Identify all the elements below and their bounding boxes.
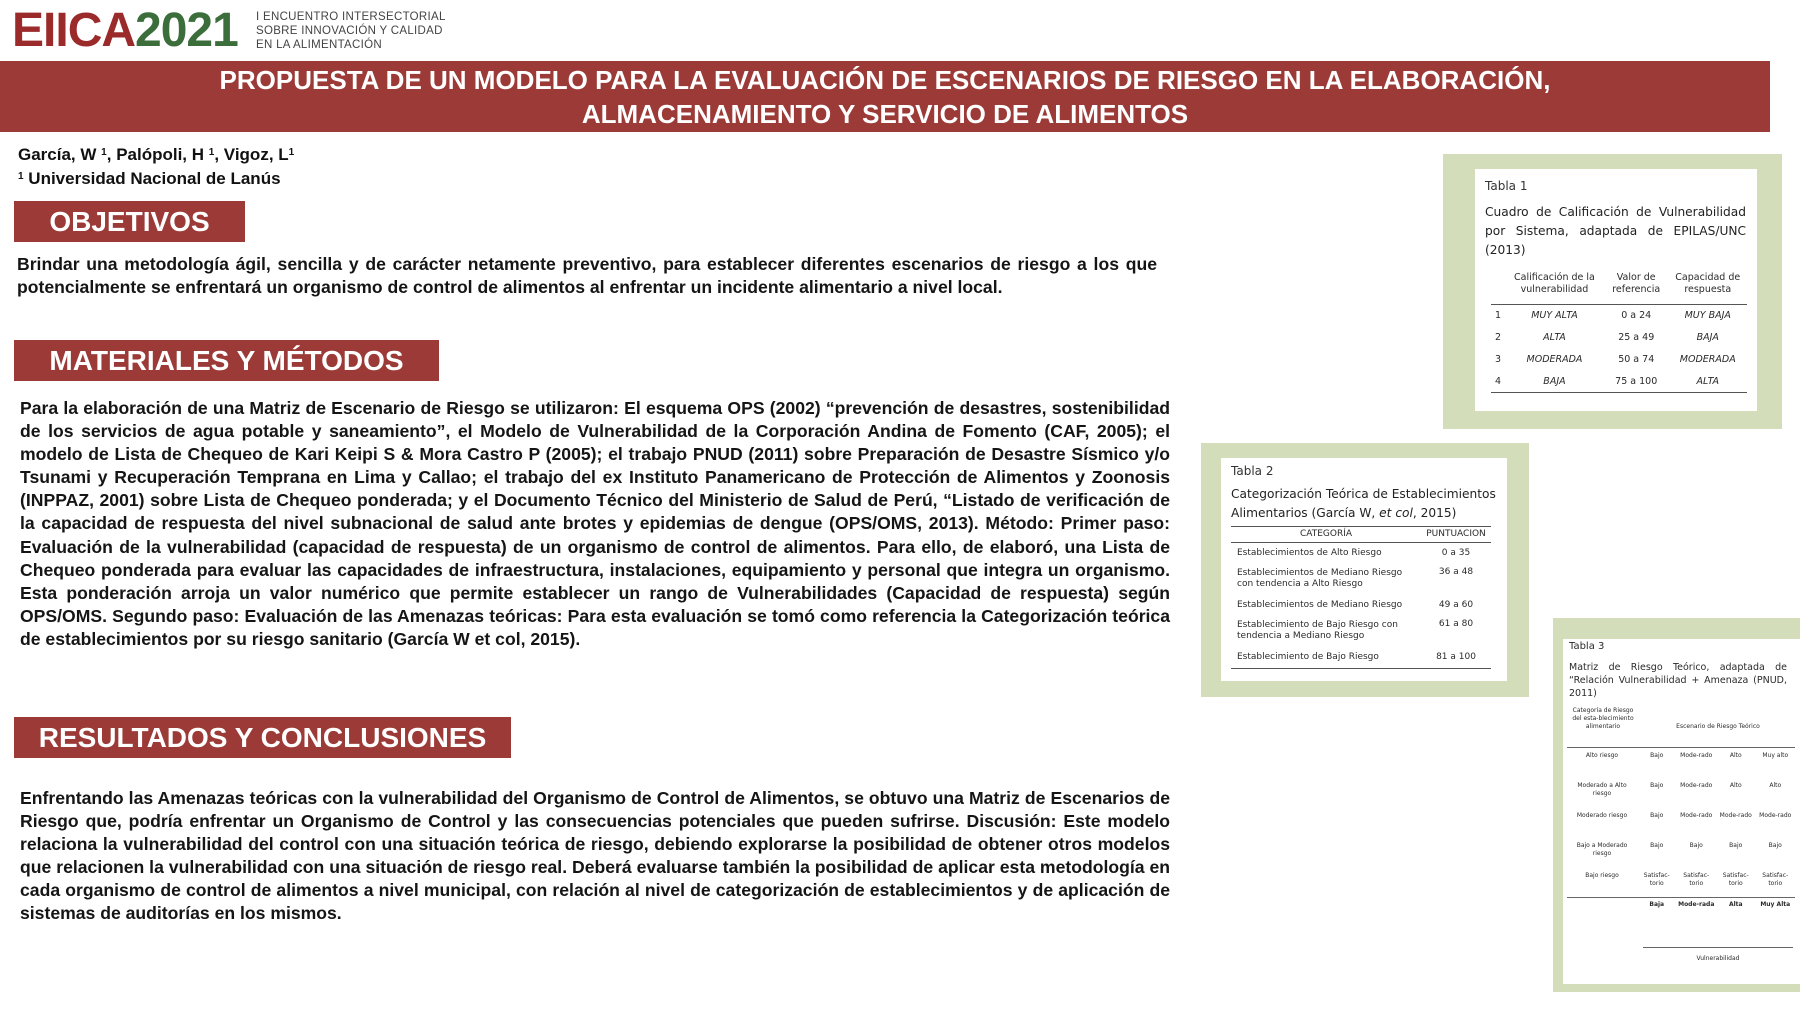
table-cell: 1: [1494, 310, 1502, 322]
logo-sub-line: SOBRE INNOVACIÓN Y CALIDAD: [256, 25, 443, 37]
table-cell: Bajo: [1650, 782, 1664, 789]
tabla3-frame: [1553, 618, 1800, 992]
table-cell: MODERADA: [1526, 354, 1583, 365]
table-cell: Bajo a Moderado riesgo: [1576, 842, 1628, 857]
logo: [12, 2, 238, 60]
tabla1-frame: [1443, 154, 1782, 429]
table-cell: Alto: [1769, 782, 1782, 789]
table-cell: Muy Alta: [1760, 900, 1791, 908]
table-cell: Mode-rado: [1680, 782, 1713, 789]
table-cell: Satisfac-torio: [1762, 872, 1789, 887]
tabla3: [1563, 639, 1800, 984]
table-cell: 49 a 60: [1438, 599, 1474, 610]
table-cell: Bajo: [1650, 812, 1664, 819]
table-cell: Bajo: [1768, 842, 1782, 849]
table-cell: ALTA: [1696, 375, 1720, 387]
table-header: Valor de referencia: [1604, 271, 1669, 305]
table-cell: Establecimiento de Bajo Riesgo con tendencia a Mediano Riesgo: [1237, 619, 1398, 641]
tabla3-vuln-label: Vulnerabilidad: [1696, 955, 1740, 962]
table-cell: Bajo: [1650, 752, 1664, 759]
table-cell: 81 a 100: [1436, 652, 1476, 663]
author: Palópoli, H: [116, 145, 205, 164]
caption-text: Categorización Teórica de Establecimientos Alimentarios (García W,: [1231, 487, 1496, 520]
affiliation-marker: 1: [18, 171, 24, 182]
author-list: [18, 143, 294, 167]
table-cell: [1567, 897, 1637, 921]
section-heading-materiales: MATERIALES Y MÉTODOS: [14, 340, 439, 381]
table-cell: Establecimientos de Mediano Riesgo: [1237, 599, 1403, 610]
logo-year: 2021: [135, 4, 238, 57]
table-cell: Bajo: [1689, 842, 1703, 849]
table-header: PUNTUACION: [1421, 527, 1491, 543]
affiliation-marker: 1: [288, 147, 295, 158]
table-cell: Mode-rado: [1680, 812, 1713, 819]
table-header: Calificación de la vulnerabilidad: [1505, 271, 1604, 305]
affiliation: [18, 167, 294, 191]
authors-block: [18, 143, 294, 191]
affiliation-marker: 1: [101, 147, 107, 158]
table-cell: BAJA: [1543, 375, 1566, 387]
table-cell: Mode-rado: [1719, 812, 1752, 819]
tabla3-label: Tabla 3: [1569, 641, 1605, 652]
table-cell: BAJA: [1696, 332, 1719, 343]
tabla3-col-header: Escenario de Riesgo Teórico: [1676, 723, 1760, 730]
table-cell: Moderado a Alto riesgo: [1577, 782, 1627, 797]
table-cell: 4: [1494, 375, 1502, 387]
table-cell: 0 a 24: [1621, 310, 1652, 322]
tabla2-caption: [1231, 485, 1501, 523]
tabla1: [1475, 169, 1757, 411]
table-cell: Satisfac-torio: [1643, 872, 1670, 887]
table-cell: Mode-rada: [1678, 900, 1715, 908]
table-cell: Establecimiento de Bajo Riesgo: [1237, 652, 1379, 663]
section-heading-objetivos: OBJETIVOS: [14, 201, 245, 242]
table-cell: Baja: [1649, 900, 1665, 908]
table-header: [1491, 271, 1505, 305]
caption-text: , 2015): [1412, 506, 1457, 520]
table-cell: Alta: [1728, 900, 1743, 908]
table-cell: MODERADA: [1679, 354, 1736, 365]
tabla2: [1221, 458, 1507, 681]
caption-italic: et col: [1379, 506, 1413, 520]
author: García, W: [18, 145, 97, 164]
logo-subtitle: [256, 10, 446, 52]
logo-sub-line: I ENCUENTRO INTERSECTORIAL: [256, 11, 446, 23]
tabla2-frame: [1201, 443, 1529, 697]
tabla3-caption: Matriz de Riesgo Teórico, adaptada de “Relación Vulnerabilidad + Amenaza (PNUD, 2011): [1569, 662, 1787, 699]
table-cell: 0 a 35: [1441, 547, 1471, 558]
poster-title: [0, 61, 1770, 132]
table-cell: MUY BAJA: [1684, 310, 1731, 322]
table-cell: Bajo: [1729, 842, 1743, 849]
separator: ,: [214, 145, 220, 164]
table-cell: Bajo: [1650, 842, 1664, 849]
table-cell: Alto: [1729, 782, 1742, 789]
title-line: ALMACENAMIENTO Y SERVICIO DE ALIMENTOS: [581, 98, 1189, 129]
affiliation-name: Universidad Nacional de Lanús: [28, 169, 281, 188]
author: Vigoz, L: [223, 145, 289, 164]
table-cell: Mode-rado: [1680, 752, 1713, 759]
resultados-text: Enfrentando las Amenazas teóricas con la vulnerabilidad del Organismo de Control de Alimentos, se obtuvo una Matriz de Escenarios de Riesgo que, podría enfrentar un Organismo de Control y las consecuencias potenciales que pueden sufrirse. Discusión: Este modelo relaciona la vulnerabilidad del control con una situación teórica de riesgo, debiendo explorarse la posibilidad de obtener otros modelos que relacionen la vulnerabilidad con una situación de riesgo real. Deberá evaluarse también la posibilidad de aplicar esta metodología en cada organismo de control de alimentos a nivel municipal, con relación al nivel de categorización de establecimientos y de aplicación de sistemas de auditorías en los mismos.: [20, 788, 1170, 924]
tabla3-table: [1567, 751, 1795, 921]
objetivos-text: Brindar una metodología ágil, sencilla y de carácter netamente preventivo, para establecer diferentes escenarios de riesgo a los que potencialmente se enfrentará un organismo de control de alimentos al enfrentar un incidente alimentario a nivel local.: [17, 254, 1157, 298]
table-cell: ALTA: [1543, 332, 1566, 343]
table-cell: 2: [1494, 332, 1502, 343]
tabla3-row-header: Categoría de Riesgo del esta-blecimiento alimentario: [1572, 707, 1634, 730]
table-cell: Satisfac-torio: [1722, 872, 1749, 887]
table-cell: Establecimientos de Mediano Riesgo con tendencia a Alto Riesgo: [1237, 567, 1403, 589]
table-cell: 75 a 100: [1615, 375, 1658, 387]
table-cell: Bajo riesgo: [1585, 872, 1619, 879]
table-cell: 36 a 48: [1438, 566, 1474, 577]
table-cell: MUY ALTA: [1531, 310, 1578, 322]
logo-sub-line: EN LA ALIMENTACIÓN: [256, 39, 382, 51]
tabla2-label: Tabla 2: [1231, 464, 1274, 478]
materiales-text: Para la elaboración de una Matriz de Escenario de Riesgo se utilizaron: El esquema OPS (2002) “prevención de desastres, sostenibilidad de los servicios de agua potable y saneamiento”, el Modelo de Vulnerabilidad de la Corporación Andina de Fomento (CAF, 2005); el modelo de Lista de Chequeo de Kari Keipi S & Mora Castro P (2005); el trabajo PNUD (2011) sobre Preparación de Desastre Sísmico y/o Tsunami y Recuperación Temprana en Lima y Callao; el trabajo del ex Instituto Panamericano de Protección de Alimentos y Zoonosis (INPPAZ, 2001) sobre Lista de Chequeo ponderada; y el Documento Técnico del Ministerio de Salud de Perú, “Listado de verificación de la capacidad de respuesta del nivel subnacional de salud ante brotes y epidemias de dengue (OPS/OMS, 2013). Método: Primer paso: Evaluación de la vulnerabilidad (capacidad de respuesta) de un organismo de control de alimentos. Para ello, de elaboró, una Lista de Chequeo ponderada para evaluar las capacidades de infraestructura, instalaciones, equipamiento y personal que integra un organismo. Esta ponderación arroja un valor numérico que permite establecer un rango de Vulnerabilidades (Capacidad de respuesta) según OPS/OMS. Segundo paso: Evaluación de las Amenazas teóricas: Para esta evaluación se tomó como referencia la Categorización teórica de establecimientos por su riesgo sanitario (García W et col, 2015).: [20, 398, 1170, 649]
tabla2-table: [1231, 526, 1491, 669]
table-cell: Alto riesgo: [1585, 752, 1619, 759]
table-cell: Moderado riesgo: [1576, 812, 1628, 819]
table-cell: 3: [1494, 354, 1502, 365]
tabla1-label: Tabla 1: [1485, 179, 1528, 193]
tabla1-table: [1491, 271, 1747, 393]
table-cell: 50 a 74: [1618, 354, 1655, 365]
logo-eiica: EIICA: [12, 4, 136, 57]
divider: [1643, 947, 1793, 948]
table-cell: Muy alto: [1762, 752, 1789, 759]
table-cell: 61 a 80: [1438, 618, 1474, 629]
separator: ,: [106, 145, 112, 164]
divider: [1567, 747, 1795, 748]
table-header: Capacidad de respuesta: [1669, 271, 1747, 305]
section-heading-resultados: RESULTADOS Y CONCLUSIONES: [14, 717, 511, 758]
table-cell: Satisfac-torio: [1683, 872, 1710, 887]
table-header: CATEGORÍA: [1231, 527, 1421, 543]
affiliation-marker: 1: [208, 147, 215, 158]
table-cell: Alto: [1729, 752, 1742, 759]
table-cell: 25 a 49: [1618, 332, 1655, 343]
tabla1-caption: Cuadro de Calificación de Vulnerabilidad por Sistema, adaptada de EPILAS/UNC (2013): [1485, 205, 1746, 257]
title-line: PROPUESTA DE UN MODELO PARA LA EVALUACIÓN DE ESCENARIOS DE RIESGO EN LA ELABORACIÓN,: [219, 64, 1551, 95]
table-cell: Establecimientos de Alto Riesgo: [1237, 547, 1382, 558]
table-cell: Mode-rado: [1759, 812, 1792, 819]
